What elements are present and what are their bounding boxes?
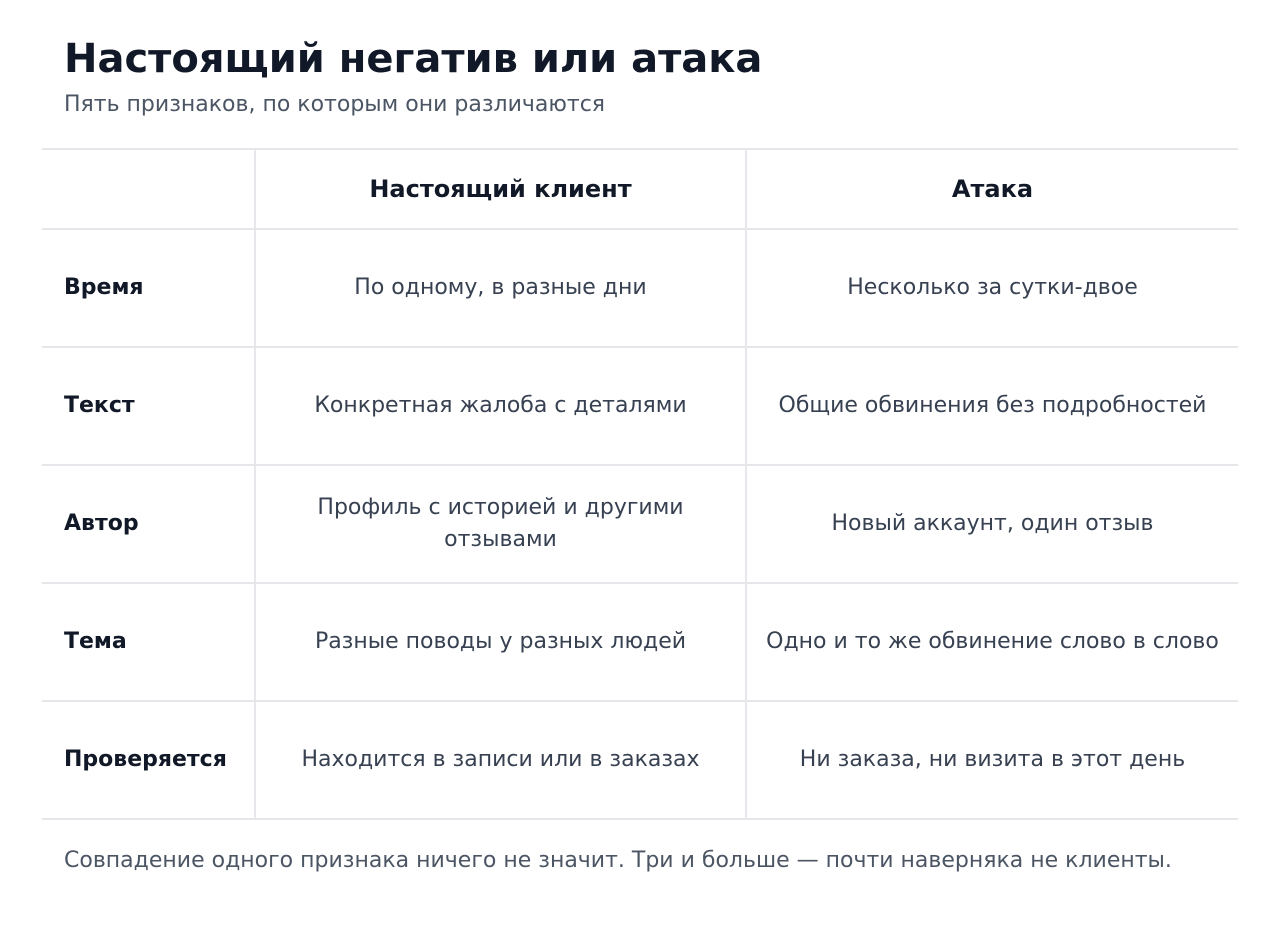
client-cell: Конкретная жалоба с деталями: [255, 347, 746, 465]
client-cell: По одному, в разные дни: [255, 229, 746, 347]
client-cell: Разные поводы у разных людей: [255, 583, 746, 701]
column-header-empty: [42, 149, 255, 229]
table-row: [42, 347, 1238, 465]
table-row: [42, 701, 1238, 819]
attack-cell: Несколько за сутки-двое: [746, 229, 1238, 347]
table-row: [42, 583, 1238, 701]
attack-cell: Общие обвинения без подробностей: [746, 347, 1238, 465]
column-header-attack: Атака: [746, 149, 1238, 229]
table-row: [42, 465, 1238, 583]
table-header-row: [42, 149, 1238, 229]
table-row: [42, 229, 1238, 347]
client-cell: Находится в записи или в заказах: [255, 701, 746, 819]
footnote: Совпадение одного признака ничего не значит. Три и больше — почти наверняка не клиенты.: [64, 848, 1172, 873]
page-title: Настоящий негатив или атака: [64, 36, 763, 82]
row-label: Автор: [42, 465, 255, 583]
row-label: Время: [42, 229, 255, 347]
row-label: Текст: [42, 347, 255, 465]
row-label: Проверяется: [42, 701, 255, 819]
client-cell: Профиль с историей и другими отзывами: [255, 465, 746, 583]
comparison-table: [42, 148, 1238, 820]
attack-cell: Новый аккаунт, один отзыв: [746, 465, 1238, 583]
page-subtitle: Пять признаков, по которым они различаются: [64, 92, 606, 117]
column-header-client: Настоящий клиент: [255, 149, 746, 229]
attack-cell: Ни заказа, ни визита в этот день: [746, 701, 1238, 819]
row-label: Тема: [42, 583, 255, 701]
attack-cell: Одно и то же обвинение слово в слово: [746, 583, 1238, 701]
